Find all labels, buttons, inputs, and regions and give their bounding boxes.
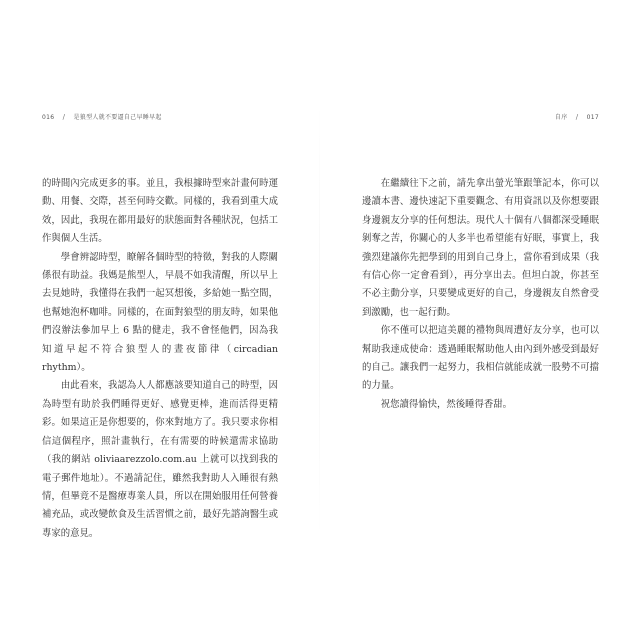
right-header-separator: / [575,113,579,121]
left-chapter-title: 是狼型人就不要逼自己早睡早起 [73,114,162,121]
left-body-text [42,175,278,543]
right-paragraph-3: 祝您讀得愉快，然後睡得香甜。 [380,398,513,410]
right-paragraph-1: 在繼續往下之前，請先拿出螢光筆跟筆記本，你可以邊讀本書、邊快速記下重要觀念、有用資訊以及你想要跟身邊親友分享的任何想法。現代人十個有八個都深受睡眠剝奪之苦，你關心的人多半也希望能有好眠，事實上，我強烈建議你先把學到的用到自己身上，當你看到成果（我有信心你一定會看到），再分享出去。但坦白說，你甚至不必主動分享，只要變成更好的自己，身邊親友自然會受到激勵，也一起行動。 [362,178,599,318]
left-paragraph-2: 學會辨認時型，瞭解各個時型的特徵，對我的人際關係很有助益。我媽是熊型人，早晨不如我清醒，所以早上去見她時，我懂得在我們一起冥想後，多給她一點空間，也幫她泡杯咖啡。同樣的，在面對狼型的朋友時，如果他們沒辦法參加早上 6 點的健走，我不會怪他們，因為我知道早起不符合狼型人的晝夜節律（circadian rhythm）。 [42,251,278,374]
right-page [320,0,640,640]
left-page-number: 016 [42,114,55,121]
right-body-text [362,175,599,414]
left-paragraph-3: 由此看來，我認為人人都應該要知道自己的時型，因為時型有助於我們睡得更好、感覺更棒，進而活得更精彩。如果這正是你想要的，你來對地方了。我只要求你相信這個程序，照計畫執行，在有需要的時候還需求協助（我的網站 oliviaarezzolo.com.au 上就可以找到我的電子郵件地址）。不過請記住，雖然我對助人入睡很有熱情，但畢竟不是醫療專業人員，所以在開始服用任何營養補充品，或改變飲食及生活習慣之前，最好先諮詢醫生或專家的意見。 [42,380,278,539]
left-running-header [42,112,162,121]
right-running-header [555,112,599,121]
right-page-number: 017 [586,114,599,121]
right-paragraph-2: 你不僅可以把這美麗的禮物與周遭好友分享，也可以幫助我達成使命：透過睡眠幫助他人由內到外感受到最好的自己。讓我們一起努力，我相信就能成就一股勢不可擋的力量。 [362,325,599,392]
right-section-title: 自序 [554,114,568,121]
left-paragraph-1: 的時間內完成更多的事。並且，我根據時型來計畫何時運動、用餐、交際，甚至何時交歡。同樣的，我看到重大成效，因此，我現在都用最好的狀態面對各種狀況，包括工作與個人生活。 [42,178,278,245]
left-header-separator: / [62,113,66,121]
